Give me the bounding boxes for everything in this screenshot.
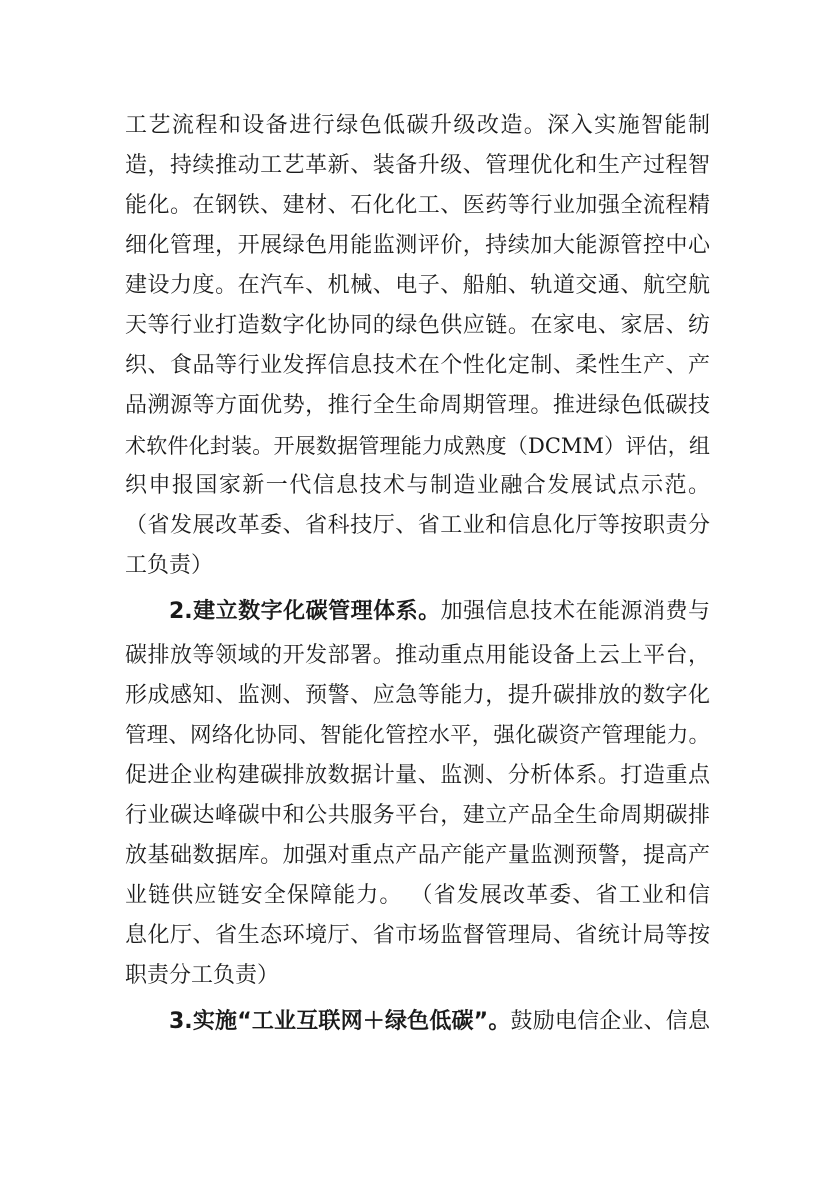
paragraph-1-line-4: 细化管理，开展绿色用能监测评价，持续加大能源管控中心 (125, 233, 710, 258)
paragraph-2-first-line (169, 592, 710, 632)
paragraph-2-line-5: 促进企业构建碳排放数据计量、监测、分析体系。打造重点 (125, 763, 710, 788)
paragraph-3-first-line (169, 1002, 710, 1042)
paragraph-1-line-3: 能化。在钢铁、建材、石化化工、医药等行业加强全流程精 (125, 193, 710, 218)
paragraph-1-line-1: 工艺流程和设备进行绿色低碳升级改造。深入实施智能制 (125, 113, 710, 138)
paragraph-1-line-7: 织、食品等行业发挥信息技术在个性化定制、柔性生产、产 (125, 353, 710, 378)
paragraph-1-line-6: 天等行业打造数字化协同的绿色供应链。在家电、家居、纺 (125, 313, 710, 338)
paragraph-1-line-10: 织申报国家新一代信息技术与制造业融合发展试点示范。 (125, 473, 710, 498)
paragraph-2-line-10: 职责分工负责） (125, 963, 280, 988)
paragraph-2-line-7: 放基础数据库。加强对重点产品产能产量监测预警，提高产 (125, 843, 710, 868)
paragraph-2-line-4: 管理、网络化协同、智能化管控水平，强化碳资产管理能力。 (125, 723, 710, 748)
paragraph-2-first-line-text: 加强信息技术在能源消费与 (440, 599, 710, 624)
paragraph-2-line-8: 业链供应链安全保障能力。 （省发展改革委、省工业和信 (125, 883, 710, 908)
section-3-heading: 3.实施“工业互联网＋绿色低碳”。 (169, 1009, 511, 1034)
section-2-heading: 2.建立数字化碳管理体系。 (169, 599, 441, 624)
paragraph-2-line-2: 碳排放等领域的开发部署。推动重点用能设备上云上平台， (125, 643, 710, 668)
paragraph-1-line-8: 品溯源等方面优势，推行全生命周期管理。推进绿色低碳技 (125, 393, 710, 418)
paragraph-1-line-11: （省发展改革委、省科技厅、省工业和信息化厅等按职责分 (125, 513, 710, 538)
paragraph-1-line-9: 术软件化封装。开展数据管理能力成熟度（DCMM）评估，组 (125, 434, 710, 458)
paragraph-2-line-3: 形成感知、监测、预警、应急等能力，提升碳排放的数字化 (125, 683, 710, 708)
paragraph-2-line-6: 行业碳达峰碳中和公共服务平台，建立产品全生命周期碳排 (125, 803, 710, 828)
paragraph-3-first-line-text: 鼓励电信企业、信息 (510, 1009, 710, 1034)
paragraph-1-line-2: 造，持续推动工艺革新、装备升级、管理优化和生产过程智 (125, 153, 710, 178)
paragraph-2-line-9: 息化厅、省生态环境厅、省市场监督管理局、省统计局等按 (125, 923, 710, 948)
paragraph-1-line-5: 建设力度。在汽车、机械、电子、船舶、轨道交通、航空航 (125, 273, 710, 298)
paragraph-1-line-12: 工负责） (125, 553, 214, 578)
